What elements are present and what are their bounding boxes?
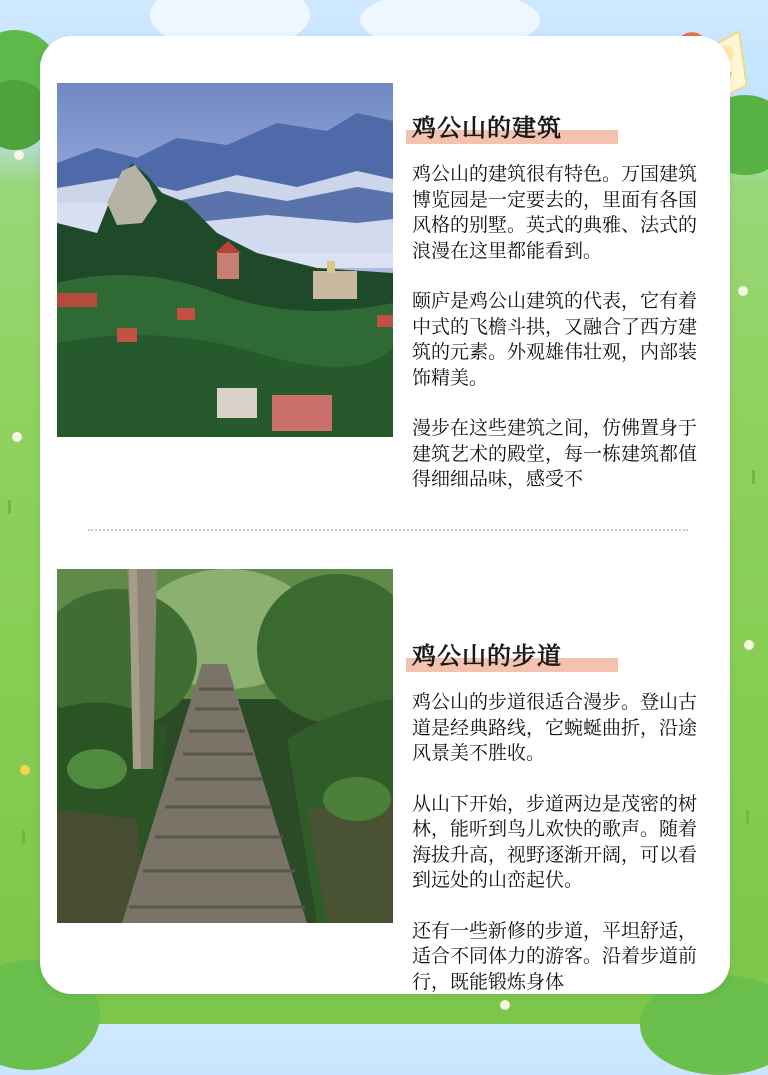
architecture-body xyxy=(412,162,702,490)
section-divider xyxy=(88,529,688,531)
section-trails xyxy=(40,536,730,993)
paragraph: 鸡公山的步道很适合漫步。登山古道是经典路线，它蜿蜒曲折，沿途风景美不胜收。 xyxy=(412,691,698,764)
section-architecture xyxy=(40,36,730,506)
paragraph: 鸡公山的建筑很有特色。万国建筑博览园是一定要去的，里面有各国风格的别墅。英式的典雅、法式的浪漫在这里都能看到。 xyxy=(412,163,698,262)
architecture-heading xyxy=(412,108,702,148)
content-card xyxy=(40,36,730,994)
paragraph: 从山下开始，步道两边是茂密的树林，能听到鸟儿欢快的歌声。随着海拔升高，视野逐渐开阔，可以看到远处的山峦起伏。 xyxy=(412,792,698,891)
trails-heading xyxy=(412,636,702,676)
paragraph: 还有一些新修的步道，平坦舒适，适合不同体力的游客。沿着步道前行，既能锻炼身体 xyxy=(412,919,698,993)
trail-photo xyxy=(57,569,393,923)
section-title: 鸡公山的建筑 xyxy=(412,114,562,142)
paragraph: 漫步在这些建筑之间，仿佛置身于建筑艺术的殿堂，每一栋建筑都值得细细品味，感受不 xyxy=(412,417,698,490)
paragraph: 颐庐是鸡公山建筑的代表，它有着中式的飞檐斗拱，又融合了西方建筑的元素。外观雄伟壮观，内部装饰精美。 xyxy=(412,290,698,389)
section-title: 鸡公山的步道 xyxy=(412,642,562,670)
trails-body xyxy=(412,690,702,999)
architecture-photo xyxy=(57,83,393,437)
